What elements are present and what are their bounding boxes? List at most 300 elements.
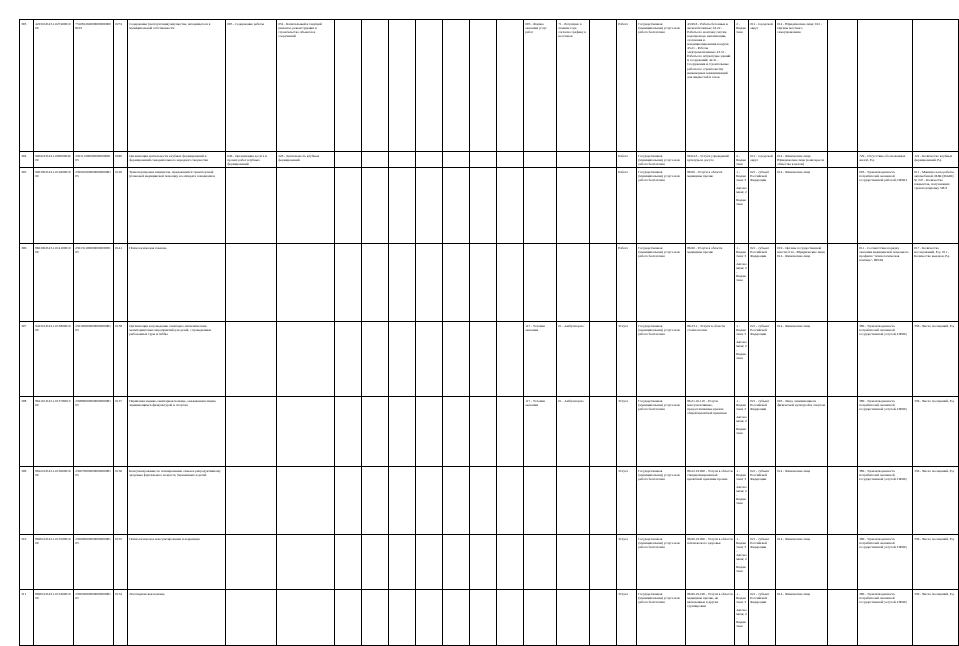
cell-text: 003 - Лица, занимающиеся физической культурой и спортом [777, 398, 825, 407]
table-cell [828, 590, 858, 646]
table-cell [128, 590, 226, 646]
table-cell [362, 152, 389, 168]
cell-text: Работа [618, 169, 628, 174]
table-cell [686, 152, 735, 168]
table-cell [416, 467, 443, 535]
cell-text: 309 [21, 468, 27, 473]
cell-text: 90.04.3 - Услуги учреждений культуры и досуга [687, 153, 729, 162]
table-cell [776, 244, 828, 322]
table-cell [497, 152, 524, 168]
cell-text: Государственная (муниципальная) услуга или работа бесплатная [638, 536, 680, 549]
table-cell [20, 244, 34, 322]
cell-text: 046 - Организация досуга и прочих работ клубных формирований [227, 153, 267, 166]
cell-text: Услуга [618, 468, 628, 473]
registry-table [19, 19, 959, 646]
cell-text: 0134 [115, 591, 122, 596]
table-cell [20, 322, 34, 397]
table-cell [114, 397, 128, 467]
cell-text: 012 - городской округ [750, 21, 773, 30]
table-cell [470, 20, 497, 152]
table-cell [858, 590, 913, 646]
table-cell [362, 168, 389, 244]
table-cell [590, 152, 617, 168]
cell-text: 304 [21, 153, 27, 158]
cell-text: Государственная (муниципальная) услуга или работа бесплатная [638, 153, 680, 166]
table-cell [335, 20, 362, 152]
cell-text: 862110.Р.43.1.01370001000 [35, 398, 71, 407]
table-cell [497, 397, 524, 467]
cell-text: 86.90.19.000 - Услуги в области психического здоровья [687, 536, 733, 545]
table-cell [828, 535, 858, 590]
table-cell [74, 244, 114, 322]
table-cell [557, 467, 590, 535]
cell-text: 032 - Капитальный и текущий ремонты, реконструкция и строительство объектов и сооружений [278, 21, 322, 38]
cell-text: 021 - субъект Российской Федерации [750, 323, 770, 336]
table-cell [776, 535, 828, 590]
table-cell [749, 244, 776, 322]
cell-text: 012 - городской округ [750, 153, 773, 162]
table-cell [443, 397, 470, 467]
cell-text: Государственная (муниципальная) услуга или работа бесплатная [638, 398, 680, 411]
cell-text: 380 - Удовлетворенность потребителей оказанной государственной услугой, ПРОЦ [859, 398, 907, 411]
table-cell [524, 322, 557, 397]
table-cell [617, 590, 637, 646]
cell-text: 0274 [115, 21, 122, 26]
table-cell [590, 168, 617, 244]
cell-text: Психологическое консультирование и коррекция [129, 536, 200, 541]
table-row [20, 244, 959, 322]
table-cell [557, 322, 590, 397]
table-cell [20, 152, 34, 168]
table-cell [776, 590, 828, 646]
cell-text: 021 - субъект Российской Федерации [750, 169, 770, 182]
table-cell [524, 20, 557, 152]
cell-text: 117 - Условия оказания [525, 323, 545, 332]
table-cell [226, 467, 277, 535]
cell-text: 014 - Физические лица [777, 468, 811, 473]
table-cell [590, 322, 617, 397]
table-cell [470, 590, 497, 646]
table-cell [277, 590, 335, 646]
table-cell [335, 397, 362, 467]
cell-text: 869010.Р.43.1.01350001000 [35, 536, 71, 545]
table-cell [637, 152, 686, 168]
cell-text: 014 - Физические лица [777, 591, 811, 596]
table-cell [362, 397, 389, 467]
table-cell [389, 467, 416, 535]
cell-text: 308 [21, 398, 27, 403]
cell-text: 021 - субъект Российской Федерации [750, 468, 770, 481]
table-cell [913, 168, 959, 244]
table-cell [226, 152, 277, 168]
cell-text: 23089000000000000008103 [75, 398, 111, 407]
table-cell [128, 20, 226, 152]
table-cell [557, 152, 590, 168]
table-cell [443, 244, 470, 322]
table-cell [749, 397, 776, 467]
table-cell [226, 322, 277, 397]
table-cell [749, 152, 776, 168]
table-cell [828, 168, 858, 244]
table-cell [776, 152, 828, 168]
table-cell [34, 322, 74, 397]
table-cell [686, 397, 735, 467]
table-cell [776, 322, 828, 397]
table-cell [828, 322, 858, 397]
table-cell [389, 152, 416, 168]
cell-text: 017 - Количество исследований, Ед.; 011 - Количество выездов, Ед. [914, 245, 950, 258]
cell-text: Содержание (эксплуатация) имущества, находящегося в муниципальной собственности [129, 21, 211, 30]
table-cell [362, 20, 389, 152]
table-row [20, 590, 959, 646]
table-row [20, 168, 959, 244]
table-cell [735, 535, 749, 590]
cell-text: 014 - Физические лица [777, 536, 811, 541]
table-cell [686, 535, 735, 590]
cell-text: 86.90 - Услуги в области медицины прочие [687, 169, 723, 178]
table-cell [735, 244, 749, 322]
cell-text: 7310812920000000000008103 [75, 21, 111, 30]
table-cell [776, 20, 828, 152]
table-cell [617, 168, 637, 244]
cell-text: Логопедическая помощь [129, 591, 165, 596]
table-cell [443, 20, 470, 152]
table-cell [637, 20, 686, 152]
cell-text: 311 [21, 591, 27, 596]
table-cell [776, 168, 828, 244]
table-cell [858, 397, 913, 467]
table-cell [749, 535, 776, 590]
cell-text: 021 - субъект Российской Федерации [750, 591, 770, 604]
table-cell [470, 322, 497, 397]
cell-text: 0138 [115, 323, 122, 328]
table-cell [776, 467, 828, 535]
table-cell [277, 535, 335, 590]
cell-text: Государственная (муниципальная) услуга или работа бесплатная [638, 169, 680, 182]
table-cell [362, 244, 389, 322]
table-cell [913, 397, 959, 467]
cell-text: 117 - Условия оказания [525, 398, 545, 407]
table-cell [335, 590, 362, 646]
table-cell [617, 397, 637, 467]
table-cell [277, 467, 335, 535]
table-cell [335, 535, 362, 590]
cell-text: 1 - Бюджетная; 3 - Автономная; 2 - Бюджетная [736, 245, 747, 283]
table-cell [828, 244, 858, 322]
cell-text: 2 - Бюджетная [736, 21, 747, 34]
table-cell [617, 20, 637, 152]
table-cell [20, 467, 34, 535]
cell-text: Первичная медико-санитарная помощь, оказываемая лицам, занимающимся физкультурой и спортом [129, 398, 217, 407]
table-cell [637, 168, 686, 244]
cell-text: 0040 [115, 153, 122, 158]
registry-sheet [19, 19, 955, 629]
table-cell [128, 467, 226, 535]
table-cell [277, 244, 335, 322]
table-cell [389, 535, 416, 590]
table-cell [735, 20, 749, 152]
table-cell [416, 397, 443, 467]
table-cell [416, 20, 443, 152]
table-cell [226, 397, 277, 467]
table-cell [114, 152, 128, 168]
table-cell [277, 152, 335, 168]
cell-text: 23006000000000000008103 [75, 536, 111, 545]
cell-text: 021 - субъект Российской Федерации [750, 536, 770, 549]
table-cell [557, 535, 590, 590]
cell-text: 003 - Удовлетворенность потребителей оказанной государственной работой, ПРОЦ [859, 169, 907, 182]
table-cell [34, 152, 74, 168]
table-cell [637, 397, 686, 467]
table-cell [858, 152, 913, 168]
cell-text: Государственная (муниципальная) услуга или работа бесплатная [638, 323, 680, 336]
cell-text: 869010.Р.43.1.01340001000 [35, 591, 71, 600]
cell-text: 014 - Физические лица [777, 323, 811, 328]
table-cell [114, 20, 128, 152]
table-row [20, 20, 959, 152]
table-cell [617, 152, 637, 168]
cell-text: 380 - Удовлетворенность потребителей оказанной государственной услугой, ПРОЦ [859, 323, 907, 336]
table-cell [114, 168, 128, 244]
table-cell [735, 590, 749, 646]
table-cell [443, 322, 470, 397]
cell-text: 226 - Деятельность клубных формирований [278, 153, 320, 162]
table-cell [470, 535, 497, 590]
table-cell [34, 20, 74, 152]
cell-text: 0126 [115, 169, 122, 174]
table-cell [443, 535, 470, 590]
table-cell [389, 168, 416, 244]
cell-text: 86.22.19.000 - Услуги в области специализированной врачебной практики прочие [687, 468, 733, 481]
table-cell [735, 397, 749, 467]
cell-text: Работа [618, 153, 628, 158]
table-cell [34, 467, 74, 535]
table-cell [416, 535, 443, 590]
cell-text: 860100.Р.43.1.01410001000 [35, 245, 71, 254]
table-cell [858, 322, 913, 397]
table-cell [470, 244, 497, 322]
table-cell [524, 467, 557, 535]
table-cell [749, 322, 776, 397]
cell-text: Государственная (муниципальная) услуга или работа бесплатная [638, 468, 680, 481]
table-cell [858, 20, 913, 152]
cell-text: 86.90 - Услуги в области медицины прочие [687, 245, 723, 254]
table-cell [828, 20, 858, 152]
cell-text: 0136 [115, 468, 122, 473]
cell-text: Транспортировка пациентов, нуждающихся транспортной (плановой медицинской помощи), на аппарате гемодиализа [129, 169, 215, 178]
cell-text: 005 - Содержание работы [227, 21, 265, 26]
table-cell [590, 397, 617, 467]
table-cell [362, 322, 389, 397]
table-cell [20, 168, 34, 244]
table-cell [617, 467, 637, 535]
cell-text: 900100.Р.43.1.01260001000 [35, 169, 71, 178]
table-cell [114, 244, 128, 322]
cell-text: 310 [21, 536, 27, 541]
table-cell [470, 397, 497, 467]
cell-text: 306 [21, 245, 27, 250]
table-cell [74, 535, 114, 590]
table-cell [362, 467, 389, 535]
table-cell [114, 535, 128, 590]
table-cell [686, 244, 735, 322]
table-cell [497, 244, 524, 322]
cell-text: 71 - Регулярно в течение года согласно графику в не планов [558, 21, 587, 38]
table-cell [590, 467, 617, 535]
table-cell [34, 535, 74, 590]
table-cell [617, 322, 637, 397]
table-cell [828, 397, 858, 467]
cell-text: Государственная (муниципальная) услуга или работа бесплатная [638, 245, 680, 258]
table-cell [497, 322, 524, 397]
table-cell [735, 322, 749, 397]
table-cell [735, 467, 749, 535]
table-cell [277, 397, 335, 467]
table-cell [686, 322, 735, 397]
cell-text: 011 - Машино-часы работы автомобилей, МАЧ (МАШ) Ч; 247 - Количество пациентов, получающих транспортировку, ЧЕЛ [914, 169, 954, 190]
table-cell [590, 590, 617, 646]
table-row [20, 152, 959, 168]
cell-text: 86.90.19.190 - Услуги в области медицины прочие, не включенные в другие группировки [687, 591, 733, 608]
table-cell [637, 467, 686, 535]
cell-text: Психологическая помощь [129, 245, 167, 250]
table-cell [858, 535, 913, 590]
table-cell [74, 168, 114, 244]
table-cell [470, 168, 497, 244]
cell-text: 305 [21, 169, 27, 174]
table-cell [335, 244, 362, 322]
table-cell [443, 467, 470, 535]
table-cell [335, 322, 362, 397]
cell-text: 729 - Отсутствие обоснованных жалоб, Ед. [859, 153, 906, 162]
table-cell [524, 168, 557, 244]
table-cell [20, 590, 34, 646]
table-cell [34, 244, 74, 322]
table-cell [557, 168, 590, 244]
table-cell [416, 590, 443, 646]
cell-text: 23011120000000000008103 [75, 153, 111, 162]
cell-text: 23929100000000000008103 [75, 169, 111, 178]
table-cell [416, 322, 443, 397]
table-cell [637, 322, 686, 397]
table-cell [617, 535, 637, 590]
cell-text: Государственная (муниципальная) услуга или работа бесплатная [638, 591, 680, 604]
table-cell [34, 397, 74, 467]
cell-text: 1 - Бюджетная; 3 - Автономная; 2 - Бюджетная [736, 323, 747, 361]
cell-text: 0141 [115, 245, 122, 250]
table-cell [913, 535, 959, 590]
table-cell [335, 152, 362, 168]
cell-text: Услуга [618, 591, 628, 596]
cell-text: 01 - Амбулаторно [558, 398, 584, 403]
table-cell [34, 590, 74, 646]
table-cell [389, 20, 416, 152]
table-cell [749, 20, 776, 152]
table-cell [443, 152, 470, 168]
table-cell [114, 322, 128, 397]
cell-text: 0135 [115, 536, 122, 541]
table-cell [497, 20, 524, 152]
table-cell [686, 467, 735, 535]
table-cell [389, 590, 416, 646]
table-cell [128, 535, 226, 590]
cell-text: 1 - Бюджетная; 3 - Автономная; 2 - Бюджетная [736, 591, 747, 629]
cell-text: 2 - Бюджетная [736, 153, 747, 166]
cell-text: 1 - Бюджетная; 3 - Автономная; 2 - Бюджетная [736, 398, 747, 436]
table-cell [749, 467, 776, 535]
table-cell [686, 168, 735, 244]
table-cell [389, 244, 416, 322]
table-cell [74, 590, 114, 646]
table-cell [497, 590, 524, 646]
cell-text: 422310.Р.43.1.02740001000 [35, 21, 71, 30]
cell-text: 900410.Р.43.1.00000004000 [35, 153, 71, 162]
cell-text: 019 - Органы государственной власти; 014 - Юридические лица; 014 - Физические лица [777, 245, 826, 258]
table-cell [277, 322, 335, 397]
table-cell [735, 168, 749, 244]
table-cell [497, 467, 524, 535]
cell-text: 014 - Физические лица; Юридические лица (в интересах общества в целом) [777, 153, 825, 166]
table-cell [557, 590, 590, 646]
cell-text: 43.99.6 - Работы бетонные и железобетонные; 43.22 - Работы по монтажу систем водопровода, канализации, отопления и кондиционирования воздуха; 43.21 - Работы электромонтажные; 43.31 - Работы по штукатурке зданий и сооружений; 42.21 - Сооружения и строительные работы по строительству инженерных коммуникаций для жидкостей и газов [687, 21, 731, 79]
table-cell [828, 467, 858, 535]
cell-text: 23007000000000000008103 [75, 468, 111, 477]
cell-text: 336 - Число посещений, Ед. [914, 536, 955, 541]
cell-text: Государственная (муниципальная) услуга или работа бесплатная [638, 21, 680, 34]
cell-text: 005 - Формы оказания услуг работ [525, 21, 547, 34]
table-cell [335, 467, 362, 535]
table-cell [20, 20, 34, 152]
table-cell [524, 590, 557, 646]
table-row [20, 322, 959, 397]
table-row [20, 397, 959, 467]
table-row [20, 535, 959, 590]
table-cell [443, 168, 470, 244]
table-cell [686, 590, 735, 646]
table-cell [74, 20, 114, 152]
table-cell [226, 535, 277, 590]
table-cell [557, 397, 590, 467]
cell-text: 01 - Амбулаторно [558, 323, 584, 328]
table-cell [470, 467, 497, 535]
table-cell [858, 168, 913, 244]
table-cell [128, 244, 226, 322]
table-cell [858, 467, 913, 535]
cell-text: 307 [21, 323, 27, 328]
cell-text: 303 [21, 21, 27, 26]
cell-text: 014 - Физические лица [777, 169, 811, 174]
table-cell [226, 20, 277, 152]
table-cell [524, 152, 557, 168]
table-row [20, 467, 959, 535]
cell-text: 862210.Р.43.1.01360001000 [35, 468, 71, 477]
cell-text: 011 - Соответствие порядку оказания медицинской помощи по профилю "психологическая помощь", ПРОЦ [859, 245, 909, 262]
table-cell [828, 152, 858, 168]
table-cell [749, 168, 776, 244]
cell-text: 23010000000000000008103 [75, 323, 111, 332]
table-cell [114, 467, 128, 535]
table-cell [686, 20, 735, 152]
table-cell [128, 168, 226, 244]
table-cell [416, 152, 443, 168]
cell-text: 336 - Число посещений, Ед. [914, 398, 955, 403]
table-cell [335, 168, 362, 244]
cell-text: 23013110000000000008103 [75, 245, 111, 254]
table-cell [637, 590, 686, 646]
cell-text: Организация деятельности клубных формирований и формирований самодеятельного народного творчества [129, 153, 208, 162]
table-cell [20, 397, 34, 467]
table-cell [617, 244, 637, 322]
